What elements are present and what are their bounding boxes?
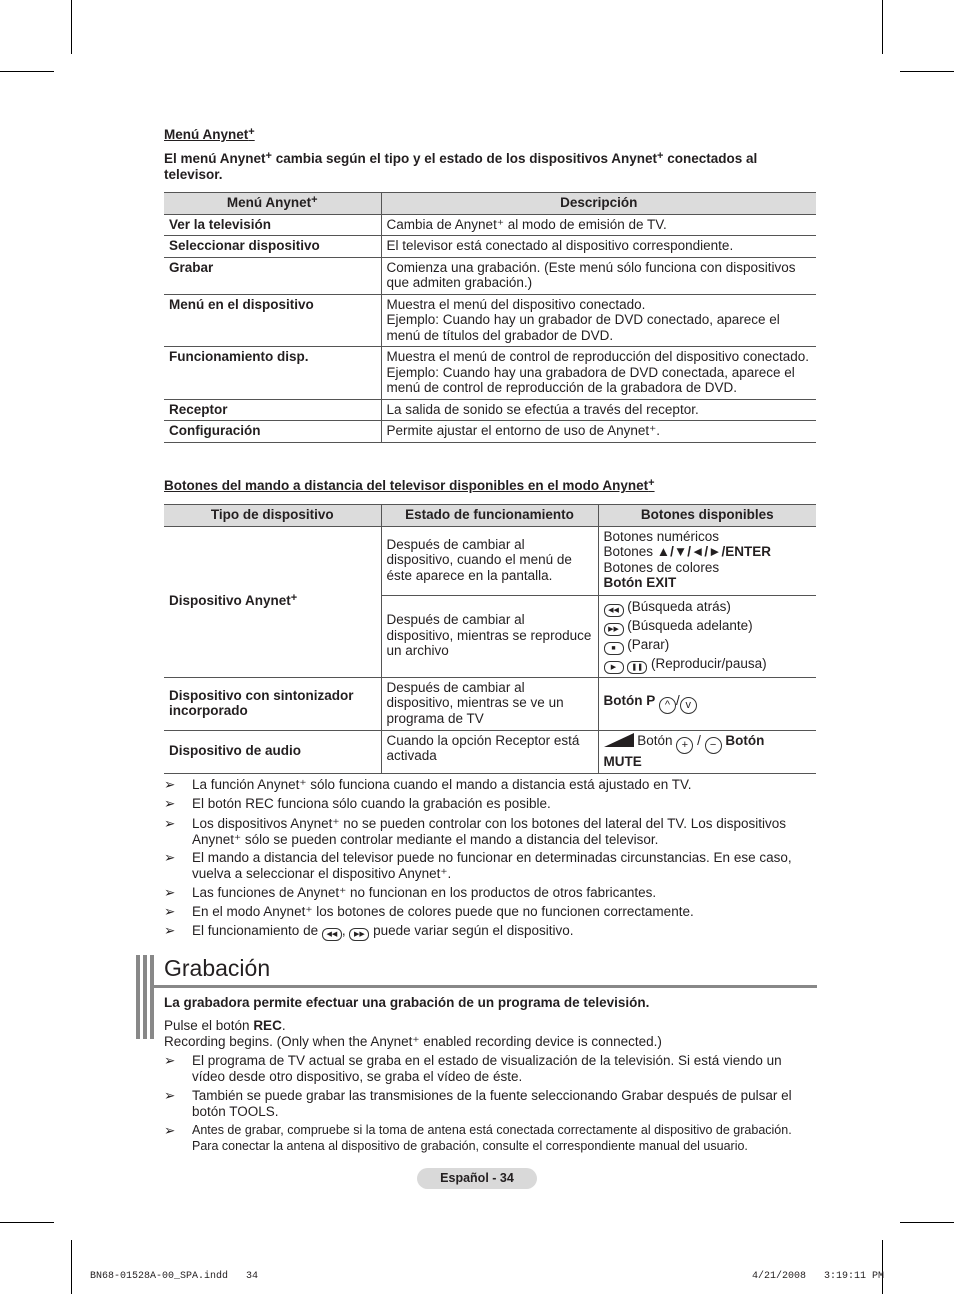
note-item: ➢ El funcionamiento de ◀◀ , ▶▶ puede variar según el dispositivo. — [164, 923, 816, 941]
device-type: Dispositivo con sintonizador incorporado — [164, 677, 381, 730]
device-type: Dispositivo de audio — [164, 730, 381, 773]
arrow-icon: ➢ — [164, 885, 176, 900]
grabacion-step: Pulse el botón REC. Recording begins. (Only when the Anynet⁺ enabled recording device is connected.) — [164, 1018, 662, 1049]
arrow-icon: ➢ — [164, 1088, 176, 1103]
chevron-up-icon: ^ — [659, 697, 676, 714]
operation-state: Después de cambiar al dispositivo, mientras se reproduce un archivo — [381, 595, 598, 677]
pause-icon: ❚❚ — [627, 661, 647, 674]
menu-item-desc: Permite ajustar el entorno de uso de Anynet⁺. — [381, 421, 816, 443]
table-header: Menú Anynet+ — [164, 193, 381, 215]
table-header: Descripción — [381, 193, 816, 215]
note-item: ➢ Antes de grabar, compruebe si la toma de antena está conectada correctamente al dispositivo de grabación. Para conectar la antena al dispositivo de grabación, consulte el correspondiente manual del usuario. — [164, 1123, 792, 1153]
play-icon: ▶ — [604, 661, 624, 674]
menu-item-desc: El televisor está conectado al dispositivo correspondiente. — [381, 236, 816, 258]
device-type: Dispositivo Anynet+ — [164, 526, 381, 677]
menu-item-desc: Muestra el menú del dispositivo conectado. Ejemplo: Cuando hay un grabador de DVD conectado, aparece el menú de títulos del grabador de DVD. — [381, 294, 816, 347]
volume-icon — [604, 733, 634, 747]
anynet-menu-table — [164, 192, 816, 443]
rewind-icon: ◀◀ — [604, 604, 624, 617]
file-info: BN68-01528A-00_SPA.indd 34 — [90, 1271, 259, 1282]
remote-buttons-table — [164, 504, 816, 774]
table-header: Botones disponibles — [598, 505, 816, 527]
print-date: 4/21/2008 3:19:11 PM — [752, 1271, 885, 1282]
menu-item-desc: Muestra el menú de control de reproducción del dispositivo conectado. Ejemplo: Cuando hay una grabadora de DVD conectada, aparece el menú de control de reproducción de la grabadora de DVD. — [381, 347, 816, 400]
arrow-icon: ➢ — [164, 1053, 176, 1068]
note-item: ➢ En el modo Anynet⁺ los botones de colores puede que no funcionen correctamente. — [164, 904, 694, 919]
section-title-remote-buttons: Botones del mando a distancia del televisor disponibles en el modo Anynet+ — [164, 477, 655, 493]
arrow-icon: ➢ — [164, 923, 176, 938]
section-bar — [143, 955, 147, 1039]
table-row — [164, 214, 816, 236]
arrow-icon: ➢ — [164, 850, 176, 865]
table-row — [164, 294, 816, 347]
crop-mark — [0, 71, 54, 72]
table-row — [164, 347, 816, 400]
note-item: ➢ Las funciones de Anynet⁺ no funcionan en los productos de otros fabricantes. — [164, 885, 657, 900]
table-row — [164, 677, 816, 730]
crop-mark — [71, 1240, 72, 1294]
note-item: ➢ También se puede grabar las transmisiones de la fuente seleccionando Grabar después de pulsar el botón TOOLS. — [164, 1088, 792, 1119]
intro-text: El menú Anynet+ cambia según el tipo y el estado de los dispositivos Anynet+ conectados al televisor. — [164, 150, 758, 182]
table-row — [164, 730, 816, 773]
operation-state: Cuando la opción Receptor está activada — [381, 730, 598, 773]
section-heading: Grabación — [164, 955, 271, 981]
heading-rule — [154, 985, 817, 988]
table-row — [164, 399, 816, 421]
menu-item-name: Receptor — [164, 399, 381, 421]
menu-item-name: Seleccionar dispositivo — [164, 236, 381, 258]
menu-item-desc: Comienza una grabación. (Este menú sólo funciona con dispositivos que admiten grabación.) — [381, 257, 816, 294]
arrow-icon: ➢ — [164, 796, 176, 811]
section-bar — [136, 955, 140, 1039]
available-buttons: Botón P ^ / v — [598, 677, 816, 730]
minus-icon: − — [705, 737, 722, 754]
menu-item-desc: Cambia de Anynet⁺ al modo de emisión de TV. — [381, 214, 816, 236]
note-item: ➢ El botón REC funciona sólo cuando la grabación es posible. — [164, 796, 551, 811]
rewind-icon: ◀◀ — [322, 928, 342, 941]
operation-state: Después de cambiar al dispositivo, mientras se ve un programa de TV — [381, 677, 598, 730]
note-item: ➢ Los dispositivos Anynet⁺ no se pueden controlar con los botones del lateral del TV. Los dispositivos Anynet⁺ sólo se pueden controlar mediante el mando a distancia del televisor. — [164, 816, 786, 847]
arrow-icon: ➢ — [164, 816, 176, 831]
chevron-down-icon: v — [680, 697, 697, 714]
table-row — [164, 526, 816, 595]
section-bar — [150, 955, 154, 1039]
grabacion-lead: La grabadora permite efectuar una grabación de un programa de televisión. — [164, 995, 650, 1010]
table-header: Estado de funcionamiento — [381, 505, 598, 527]
section-title-anynet-menu: Menú Anynet+ — [164, 126, 255, 142]
menu-item-name: Funcionamiento disp. — [164, 347, 381, 400]
note-item: ➢ La función Anynet⁺ sólo funciona cuando el mando a distancia está ajustado en TV. — [164, 777, 692, 792]
available-buttons: ◀◀ (Búsqueda atrás) ▶▶ (Búsqueda adelante) ■ (Parar) ▶ ❚❚ (Reproducir/pausa) — [598, 595, 816, 677]
table-row — [164, 421, 816, 443]
crop-mark — [900, 71, 954, 72]
menu-item-name: Grabar — [164, 257, 381, 294]
arrow-icon: ➢ — [164, 777, 176, 792]
menu-item-name: Menú en el dispositivo — [164, 294, 381, 347]
crop-mark — [71, 0, 72, 54]
menu-item-name: Configuración — [164, 421, 381, 443]
table-row — [164, 236, 816, 258]
plus-icon: + — [676, 737, 693, 754]
available-buttons: Botón + / − Botón MUTE — [598, 730, 816, 773]
fast-forward-icon: ▶▶ — [604, 623, 624, 636]
crop-mark — [882, 1240, 883, 1294]
operation-state: Después de cambiar al dispositivo, cuando el menú de éste aparece en la pantalla. — [381, 526, 598, 595]
crop-mark — [0, 1222, 54, 1223]
page-number-badge: Español - 34 — [417, 1168, 537, 1189]
available-buttons: Botones numéricos Botones ▲/▼/◄/►/ENTER Botones de colores Botón EXIT — [598, 526, 816, 595]
crop-mark — [900, 1222, 954, 1223]
stop-icon: ■ — [604, 642, 624, 655]
arrow-icon: ➢ — [164, 1123, 176, 1138]
table-header: Tipo de dispositivo — [164, 505, 381, 527]
menu-item-name: Ver la televisión — [164, 214, 381, 236]
arrow-icon: ➢ — [164, 904, 176, 919]
note-item: ➢ El programa de TV actual se graba en el estado de visualización de la televisión. Si está viendo un vídeo desde otro dispositivo, se graba el vídeo de éste. — [164, 1053, 782, 1084]
fast-forward-icon: ▶▶ — [349, 928, 369, 941]
crop-mark — [882, 0, 883, 54]
table-row — [164, 257, 816, 294]
note-item: ➢ El mando a distancia del televisor puede no funcionar en determinadas circunstancias. En ese caso, vuelva a seleccionar el dispositivo Anynet⁺. — [164, 850, 792, 881]
menu-item-desc: La salida de sonido se efectúa a través del receptor. — [381, 399, 816, 421]
